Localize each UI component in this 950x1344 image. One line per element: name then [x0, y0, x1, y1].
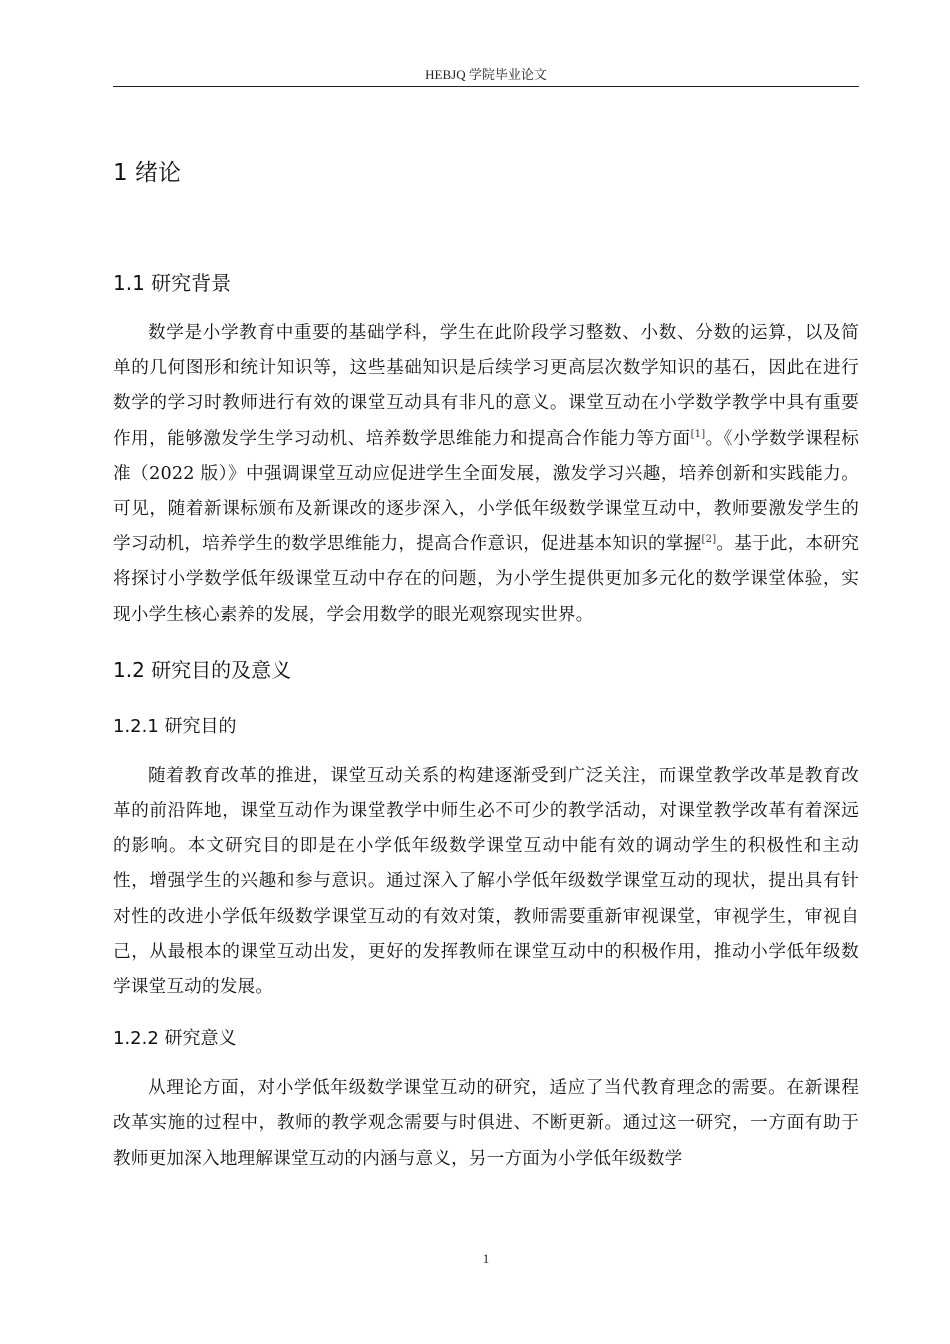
subsection-title-1-2-2: 1.2.2 研究意义	[113, 1028, 237, 1050]
paragraph-background-part-c: 。基于此，本研究将探讨小学数学低年级课堂互动中存在的问题，为小学生提供更加多元化的数学课堂体验，实现小学生核心素养的发展，学会用数学的眼光观察现实世界。	[113, 534, 859, 625]
chapter-title: 1 绪论	[113, 160, 181, 186]
running-header: HEBJQ 学院毕业论文	[425, 67, 547, 82]
page-number: 1	[482, 1251, 490, 1266]
citation-1[interactable]: [1]	[690, 428, 706, 440]
paragraph-significance: 从理论方面，对小学低年级数学课堂互动的研究，适应了当代教育理念的需要。在新课程改革实施的过程中，教师的教学观念需要与时俱进、不断更新。通过这一研究，一方面有助于教师更加深入地理解课堂互动的内涵与意义，另一方面为小学低年级数学	[113, 1078, 859, 1169]
section-title-1-2: 1.2 研究目的及意义	[113, 657, 292, 682]
paragraph-background	[113, 316, 859, 633]
paragraph-background-part-a: 数学是小学教育中重要的基础学科，学生在此阶段学习整数、小数、分数的运算，以及简单的几何图形和统计知识等，这些基础知识是后续学习更高层次数学知识的基石，因此在进行数学的学习时教师进行有效的课堂互动具有非凡的意义。课堂互动在小学数学教学中具有重要作用，能够激发学生学习动机、培养数学思维能力和提高合作能力等方面	[113, 323, 859, 449]
citation-2[interactable]: [2]	[701, 534, 717, 546]
subsection-title-1-2-1: 1.2.1 研究目的	[113, 715, 237, 737]
header-rule	[113, 86, 859, 87]
page-body	[113, 150, 859, 1177]
paragraph-background-part-b: 。《小学数学课程标准（2022 版）》中强调课堂互动应促进学生全面发展，激发学习兴趣，培养创新和实践能力。可见，随着新课标颁布及新课改的逐步深入，小学低年级数学课堂互动中，教师要激发学生的学习动机，培养学生的数学思维能力，提高合作意识，促进基本知识的掌握	[113, 428, 859, 555]
section-title-1-1: 1.1 研究背景	[113, 271, 232, 295]
paragraph-purpose: 随着教育改革的推进，课堂互动关系的构建逐渐受到广泛关注，而课堂教学改革是教育改革的前沿阵地，课堂互动作为课堂教学中师生必不可少的教学活动，对课堂教学改革有着深远的影响。本文研究目的即是在小学低年级数学课堂互动中能有效的调动学生的积极性和主动性，增强学生的兴趣和参与意识。通过深入了解小学低年级数学课堂互动的现状，提出具有针对性的改进小学低年级数学课堂互动的有效对策，教师需要重新审视课堂，审视学生，审视自己，从最根本的课堂互动出发，更好的发挥教师在课堂互动中的积极作用，推动小学低年级数学课堂互动的发展。	[113, 765, 859, 998]
